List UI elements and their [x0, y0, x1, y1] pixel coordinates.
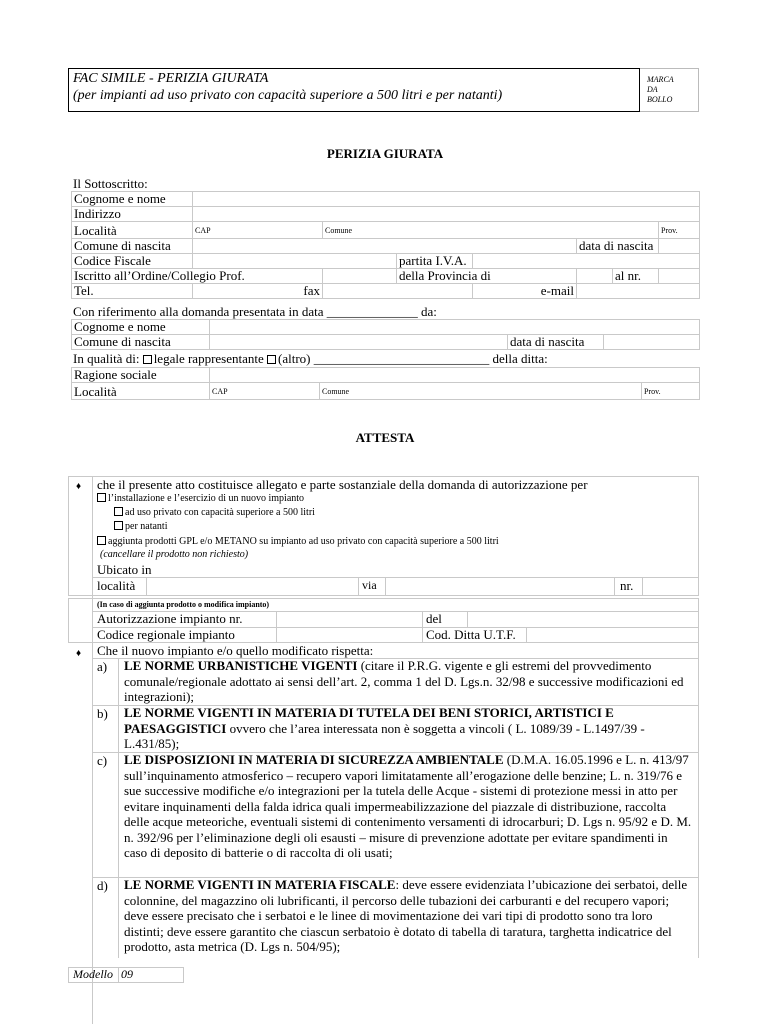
item-letter-c: c): [97, 753, 108, 768]
letter-column-divider: [118, 658, 119, 958]
checkbox-aggiunta[interactable]: [97, 536, 106, 545]
item-d-text: [124, 877, 694, 955]
item-a-text: [124, 658, 694, 705]
item-b-heading: LE NORME VIGENTI IN MATERIA DI TUTELA DEI BENI STORICI, ARTISTICI E PAESAGGISTICI: [124, 705, 614, 736]
checkbox-altro[interactable]: [267, 355, 276, 364]
prov-label-2: Prov.: [644, 387, 661, 396]
item-c-heading: LE DISPOSIZIONI IN MATERIA DI SICUREZZA AMBIENTALE: [124, 752, 504, 767]
cap-label: CAP: [195, 226, 211, 235]
input-comune-nascita-2[interactable]: [210, 335, 508, 350]
marca-line: DA: [647, 85, 658, 94]
input-provincia[interactable]: [577, 269, 613, 284]
input-del[interactable]: [470, 612, 696, 626]
right-border: [698, 643, 699, 958]
label-del: del: [426, 611, 442, 626]
checkbox-uso-privato[interactable]: [114, 507, 123, 516]
option-installazione: [97, 492, 304, 505]
label-tel: Tel.: [72, 284, 193, 299]
label-ragione-sociale: Ragione sociale: [72, 368, 210, 383]
qualita-label: In qualità di:: [73, 351, 140, 366]
via-label: via: [362, 578, 377, 592]
item-letter-d: d): [97, 878, 108, 893]
cell-divider: [118, 967, 119, 983]
input-comune[interactable]: [323, 222, 659, 239]
label-localita: Località: [72, 222, 193, 239]
item-b-body: ovvero che l’area interessata non è soggetta a vincoli ( L. 1089/39 - L.1497/39 - L.431/85);: [124, 720, 645, 751]
input-nr[interactable]: [645, 579, 697, 594]
cell-divider: [358, 577, 359, 595]
input-cod-ditta[interactable]: [529, 628, 697, 642]
attesta-intro: che il presente atto costituisce allegato e parte sostanziale della domanda di autorizzazione per: [97, 477, 588, 492]
input-codice-fiscale[interactable]: [193, 254, 397, 269]
opt2-label: aggiunta prodotti GPL e/o METANO su impianto ad uso privato con capacità superiore a 500 litri: [108, 536, 499, 547]
legale-label: legale rappresentante: [153, 351, 264, 366]
input-codice-regionale[interactable]: [279, 628, 419, 642]
header-title: FAC SIMILE - PERIZIA GIURATA: [73, 71, 269, 86]
checkbox-installazione[interactable]: [97, 493, 106, 502]
label-comune-nascita-2: Comune di nascita: [72, 335, 210, 350]
input-indirizzo[interactable]: [193, 207, 700, 222]
ditta-form: [71, 367, 700, 400]
sottoscritto-form: [71, 191, 700, 299]
label-indirizzo: Indirizzo: [72, 207, 193, 222]
input-comune-nascita[interactable]: [193, 239, 577, 254]
item-a-body: (citare il P.R.G. vigente e gli estremi del provvedimento comunale/regionale adottato ai sensi dell’art. 2, comma 1 del D. Lgs.n. 32/98 e successive modificazioni ed integrazioni);: [124, 658, 684, 704]
label-iscritto: Iscritto all’Ordine/Collegio Prof.: [72, 269, 323, 284]
label-cognome-nome-2: Cognome e nome: [72, 320, 210, 335]
label-autorizzazione: Autorizzazione impianto nr.: [97, 611, 243, 626]
label-fax: fax: [303, 283, 320, 298]
label-cod-ditta: Cod. Ditta U.T.F.: [426, 627, 516, 642]
input-cognome-nome-2[interactable]: [210, 320, 700, 335]
bullet-icon: ♦: [76, 481, 82, 492]
item-c-body: (D.M.A. 16.05.1996 e L. n. 413/97 sull’inquinamento atmosferico – recupero vapori limitatamente all’erogazione delle benzine; L. n. 319/76 e sue successive modifiche e/o integrazioni per la tutela delle Acque - sistemi di protezione messi in atto per evitare inquinamenti della falda idrica quali impermeabilizzazione del piazzale di distribuzione, raccolta delle acque meteoriche, eventuali sistemi di contenimento versamenti di idrocarburi; D. Lgs n. 95/92 e D. M. n. 392/96 per l’eliminazione degli oli esausti – misure di prevenzione adottate per evitare spandimenti in caso di deposito di batterie o di raccolta di oli usati;: [124, 752, 692, 860]
ubicato-label: Ubicato in: [97, 562, 152, 577]
cap-label-2: CAP: [212, 387, 228, 396]
input-fax[interactable]: [323, 284, 473, 299]
footer-modello-label: [73, 967, 113, 982]
input-al-nr[interactable]: [659, 269, 700, 284]
document-header: [68, 68, 640, 112]
cell-divider: [614, 577, 615, 595]
label-partita-iva: partita I.V.A.: [397, 254, 473, 269]
option-natanti: [114, 520, 167, 533]
riferimento-text: Con riferimento alla domanda presentata in data ______________ da:: [73, 304, 437, 319]
richiedente-form: [71, 319, 700, 350]
cell-divider: [467, 611, 468, 627]
input-prov[interactable]: [659, 222, 700, 239]
aggiunta-note: (In caso di aggiunta prodotto o modifica impianto): [97, 600, 270, 609]
input-ragione-sociale[interactable]: [210, 368, 700, 383]
input-ordine[interactable]: [323, 269, 397, 284]
cell-divider: [526, 627, 527, 643]
option-aggiunta: [97, 535, 499, 548]
opt1b-label: per natanti: [125, 521, 168, 532]
footer-modello-num: 09: [121, 967, 133, 981]
input-email[interactable]: [577, 284, 700, 299]
qualita-row: [73, 351, 548, 366]
input-data-nascita-2[interactable]: [604, 335, 700, 350]
cell-divider: [385, 577, 386, 595]
input-data-nascita[interactable]: [659, 239, 700, 254]
input-autorizzazione[interactable]: [279, 612, 419, 626]
nr-label: nr.: [620, 578, 634, 593]
header-subtitle: (per impianti ad uso privato con capacità superiore a 500 litri e per natanti): [73, 88, 503, 103]
section-title-attesta: ATTESTA: [355, 430, 415, 445]
checkbox-natanti[interactable]: [114, 521, 123, 530]
marca-da-bollo-box: [640, 68, 699, 112]
item-a-heading: LE NORME URBANISTICHE VIGENTI: [124, 658, 358, 673]
item-letter-b: b): [97, 706, 108, 721]
opt1a-label: ad uso privato con capacità superiore a 500 litri: [125, 507, 315, 518]
label-comune-nascita: Comune di nascita: [72, 239, 193, 254]
cancellare-note: (cancellare il prodotto non richiesto): [100, 549, 249, 560]
modello-text: Modello: [73, 967, 113, 981]
input-localita-ubicazione[interactable]: [150, 579, 356, 594]
label-cognome-nome: Cognome e nome: [72, 192, 193, 207]
cell-divider: [146, 577, 147, 595]
item-d-body: : deve essere evidenziata l’ubicazione dei serbatoi, delle colonnine, del magazzino oli lubrificanti, il percorso delle tubazioni dei carburanti e del recupero vapori; deve essere precisato che i serbatoi e le linee di movimentazione dei vari tipi di prodotto sono tra loro distinti; deve essere garantito che ciascun serbatoio è dotato di tabella di taratura, targhetta indicatrice del prodotto, asta metrica (D. Lgs n. 504/95);: [124, 877, 688, 954]
item-c-text: [124, 752, 694, 861]
opt1-label: l’installazione e l’esercizio di un nuovo impianto: [108, 493, 305, 504]
row-divider: [92, 577, 699, 578]
prov-label: Prov.: [661, 226, 678, 235]
input-tel[interactable]: [193, 284, 323, 299]
comune-label-2: Comune: [322, 387, 350, 396]
label-al-nr: al nr.: [613, 269, 659, 284]
sottoscritto-label: Il Sottoscritto:: [73, 176, 148, 191]
input-partita-iva[interactable]: [473, 254, 700, 269]
label-data-nascita: data di nascita: [577, 239, 659, 254]
localita-label: località: [97, 578, 136, 593]
label-codice-regionale: Codice regionale impianto: [97, 627, 235, 642]
comune-label: Comune: [325, 226, 353, 235]
item-d-heading: LE NORME VIGENTI IN MATERIA FISCALE: [124, 877, 396, 892]
altro-label: (altro) ___________________________ della ditta:: [278, 351, 548, 366]
label-codice-fiscale: Codice Fiscale: [72, 254, 193, 269]
item-b-text: [124, 705, 694, 752]
section-title-perizia: PERIZIA GIURATA: [326, 146, 444, 161]
input-cap-2[interactable]: [210, 383, 320, 400]
bullet-icon-2: ♦: [76, 648, 82, 659]
option-uso-privato: [114, 506, 315, 519]
input-cap[interactable]: [193, 222, 323, 239]
checkbox-legale[interactable]: [143, 355, 152, 364]
cell-divider: [642, 577, 643, 595]
marca-line: BOLLO: [647, 95, 673, 104]
input-via[interactable]: [388, 579, 612, 594]
attesta2-intro: Che il nuovo impianto e/o quello modificato rispetta:: [97, 643, 374, 658]
marca-line: MARCA: [647, 75, 674, 84]
input-cognome-nome[interactable]: [193, 192, 700, 207]
bullet-column-divider: [92, 476, 93, 1024]
label-provincia: della Provincia di: [397, 269, 577, 284]
input-comune-2[interactable]: [320, 383, 642, 400]
label-email: e-mail: [473, 284, 577, 299]
label-data-nascita-2: data di nascita: [508, 335, 604, 350]
item-letter-a: a): [97, 659, 108, 674]
input-prov-2[interactable]: [642, 383, 700, 400]
label-localita-2: Località: [72, 383, 210, 400]
